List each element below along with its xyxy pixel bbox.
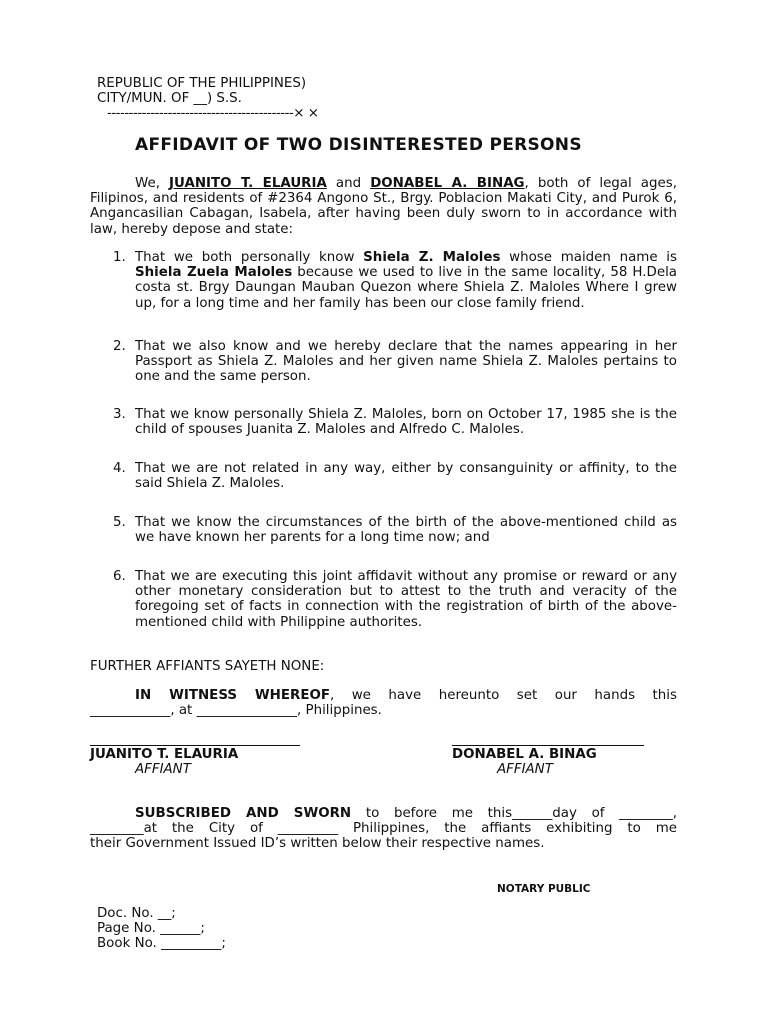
- witness-rest-1: , we have hereunto set our hands this: [330, 688, 677, 703]
- intro-and: and: [326, 176, 371, 191]
- header-divider: -------------------------------------------× ×: [107, 106, 319, 122]
- jurat-line-2: ________at the City of _________ Philippines, the affiants exhibiting to me: [90, 821, 677, 837]
- intro-paragraph: [90, 176, 677, 237]
- list-item-number: 2.: [113, 339, 126, 354]
- signature-line-2: [452, 745, 644, 746]
- intro-we: We,: [135, 176, 170, 191]
- jurat-line-1: to before me this______day of ________,: [351, 806, 677, 821]
- intro-affiant-2: DONABEL A. BINAG: [370, 176, 525, 191]
- book-number: Book No. _________;: [97, 936, 226, 952]
- item-1-text-c: whose maiden name is: [500, 250, 677, 265]
- list-item-text: That we know personally Shiela Z. Maloles, born on October 17, 1985 she is the child of spouses Juanita Z. Maloles and Alfredo C. Maloles.: [135, 407, 677, 438]
- signature-line-1: [90, 745, 300, 746]
- doc-number: Doc. No. __;: [97, 906, 176, 921]
- affiant-2-name: DONABEL A. BINAG: [452, 747, 597, 762]
- list-item-text: That we know the circumstances of the birth of the above-mentioned child as we have known her parents for a long time now; and: [135, 515, 677, 546]
- affiant-1-role: AFFIANT: [135, 762, 191, 778]
- item-1-text-a: That we both personally know: [135, 250, 364, 265]
- list-item-number: 1.: [113, 250, 126, 265]
- affiant-1-name: JUANITO T. ELAURIA: [90, 747, 239, 762]
- list-item: [113, 461, 677, 491]
- list-item: [113, 407, 677, 437]
- list-item-number: 6.: [113, 569, 126, 584]
- header-city: CITY/MUN. OF __) S.S.: [97, 91, 242, 107]
- list-item-text: That we are executing this joint affidavit without any promise or reward or any other monetary consideration but to attest to the truth and veracity of the foregoing set of facts in connection with the registration of birth of the above-mentioned child with Philippine authorites.: [135, 569, 677, 630]
- intro-rest: , both of legal ages, Filipinos, and residents of #2364 Angono St., Brgy. Poblacion Makati City, and Purok 6, Angancasilian Cabagan, Isabela, after having been duly sworn to in accordance with law, hereby depose and state:: [90, 176, 677, 237]
- document-title: AFFIDAVIT OF TWO DISINTERESTED PERSONS: [135, 135, 582, 155]
- signature-block-2: [452, 747, 597, 777]
- list-item-number: 4.: [113, 461, 126, 476]
- affiant-2-role: AFFIANT: [497, 762, 553, 778]
- jurat-paragraph: [90, 806, 677, 852]
- jurat-line-3: their Government Issued ID’s written below their respective names.: [90, 836, 545, 852]
- witness-paragraph: [90, 688, 677, 718]
- list-item: [113, 250, 677, 311]
- list-item: [113, 339, 677, 385]
- list-item: [113, 515, 677, 545]
- witness-rest-2: ____________, at _______________, Philippines.: [90, 703, 382, 719]
- list-item: [113, 569, 677, 630]
- item-1-text-d: because we used to live in the same locality, 58 H.Dela costa st. Brgy Daungan Mauban Quezon where Shiela Z. Maloles Where I grew up, for a long time and her family has been our close family friend.: [135, 265, 677, 311]
- list-item-text: [135, 250, 677, 311]
- list-item-text: That we are not related in any way, either by consanguinity or affinity, to the said Shiela Z. Maloles.: [135, 461, 677, 492]
- page-number: Page No. ______;: [97, 921, 205, 937]
- signature-block-1: [90, 747, 238, 777]
- further-affiants-line: FURTHER AFFIANTS SAYETH NONE:: [90, 659, 325, 674]
- witness-bold: IN WITNESS WHEREOF: [135, 688, 330, 703]
- venue-header: [97, 76, 318, 122]
- intro-affiant-1: JUANITO T. ELAURIA: [169, 176, 327, 191]
- list-item-number: 5.: [113, 515, 126, 530]
- item-1-name: Shiela Z. Maloles: [363, 250, 501, 265]
- list-item-number: 3.: [113, 407, 126, 422]
- notarial-register: [97, 906, 226, 952]
- jurat-bold: SUBSCRIBED AND SWORN: [135, 806, 352, 821]
- item-1-maiden-name: Shiela Zuela Maloles: [135, 265, 293, 281]
- header-republic: REPUBLIC OF THE PHILIPPINES): [97, 76, 307, 91]
- list-item-text: That we also know and we hereby declare that the names appearing in her Passport as Shiela Z. Maloles and her given name Shiela Z. Maloles pertains to one and the same person.: [135, 339, 677, 385]
- notary-public-label: NOTARY PUBLIC: [497, 883, 591, 895]
